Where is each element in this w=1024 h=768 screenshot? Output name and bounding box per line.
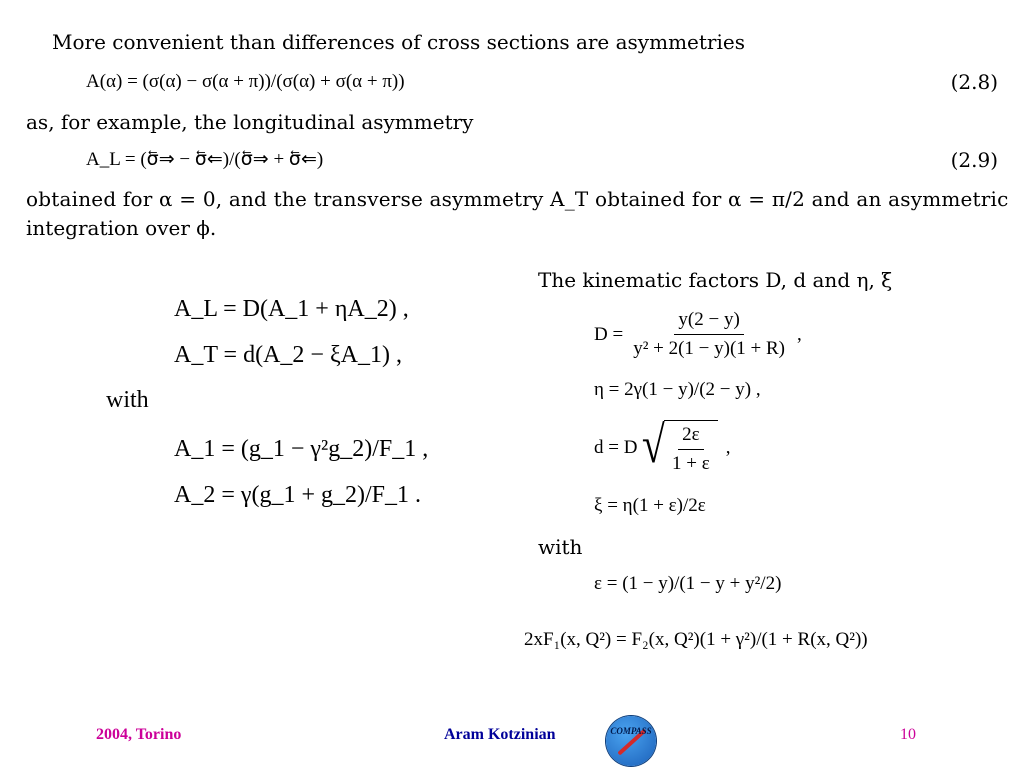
eq-eta: η = 2γ(1 − y)/(2 − y) ,	[594, 379, 761, 400]
footer-author: Aram Kotzinian	[444, 726, 556, 743]
eq-D-denominator: y² + 2(1 − y)(1 + R)	[633, 338, 786, 359]
eq-d-tail: ,	[725, 437, 731, 458]
left-eq-AT: A_T = d(A_2 − ξA_1) ,	[174, 342, 402, 368]
equation-2-8: A(α) = (σ(α) − σ(α + π))/(σ(α) + σ(α + π))	[86, 71, 405, 92]
eq-D-fraction	[629, 308, 789, 361]
left-with-label: with	[106, 387, 149, 413]
eq-d-lhs: d = D	[594, 437, 638, 458]
transverse-text-line-1: obtained for α = 0, and the transverse asymmetry A_T obtained for α = π/2 and an asymmetric	[26, 187, 1009, 211]
example-text: as, for example, the longitudinal asymmetry	[26, 110, 474, 134]
compass-logo-text: COMPASS	[610, 726, 652, 736]
eq-d	[594, 417, 731, 476]
transverse-text-line-2: integration over ϕ.	[26, 216, 217, 240]
eq-D-numerator: y(2 − y)	[674, 308, 743, 335]
page-number: 10	[900, 726, 916, 743]
equation-2-9: A_L = (σ⃖⇒ − σ⃖⇐)/(σ⃖⇒ + σ⃖⇐)	[86, 149, 324, 170]
sqrt-icon: √ $\frac{2\varepsilon}{1 + \varepsilon}$	[639, 420, 717, 476]
eq-d-fraction	[668, 423, 714, 476]
eq-F1-relation: 2xF₁(x, Q²) = F₂(x, Q²)(1 + γ²)/(1 + R(x, Q²))	[524, 629, 868, 650]
compass-logo	[606, 716, 656, 766]
eq-D	[594, 308, 802, 361]
footer-location-year: 2004, Torino	[96, 726, 182, 743]
left-eq-A2: A_2 = γ(g_1 + g_2)/F_1 .	[174, 482, 422, 508]
eq-D-lhs: D =	[594, 323, 624, 345]
eq-epsilon: ε = (1 − y)/(1 − y + y²/2)	[594, 573, 782, 594]
equation-number-2-8: (2.8)	[950, 70, 998, 94]
left-eq-A1: A_1 = (g_1 − γ²g_2)/F_1 ,	[174, 436, 429, 462]
eq-d-denominator: 1 + ε	[671, 453, 710, 474]
kinematic-factors-heading: The kinematic factors D, d and η, ξ	[538, 268, 893, 292]
left-eq-AL: A_L = D(A_1 + ηA_2) ,	[174, 296, 409, 322]
eq-xi: ξ = η(1 + ε)/2ε	[594, 495, 706, 516]
equation-number-2-9: (2.9)	[950, 148, 998, 172]
intro-text: More convenient than differences of cross sections are asymmetries	[52, 30, 745, 54]
right-with-label: with	[538, 535, 583, 559]
eq-D-tail: ,	[797, 323, 802, 345]
eq-d-numerator: 2ε	[678, 423, 703, 450]
